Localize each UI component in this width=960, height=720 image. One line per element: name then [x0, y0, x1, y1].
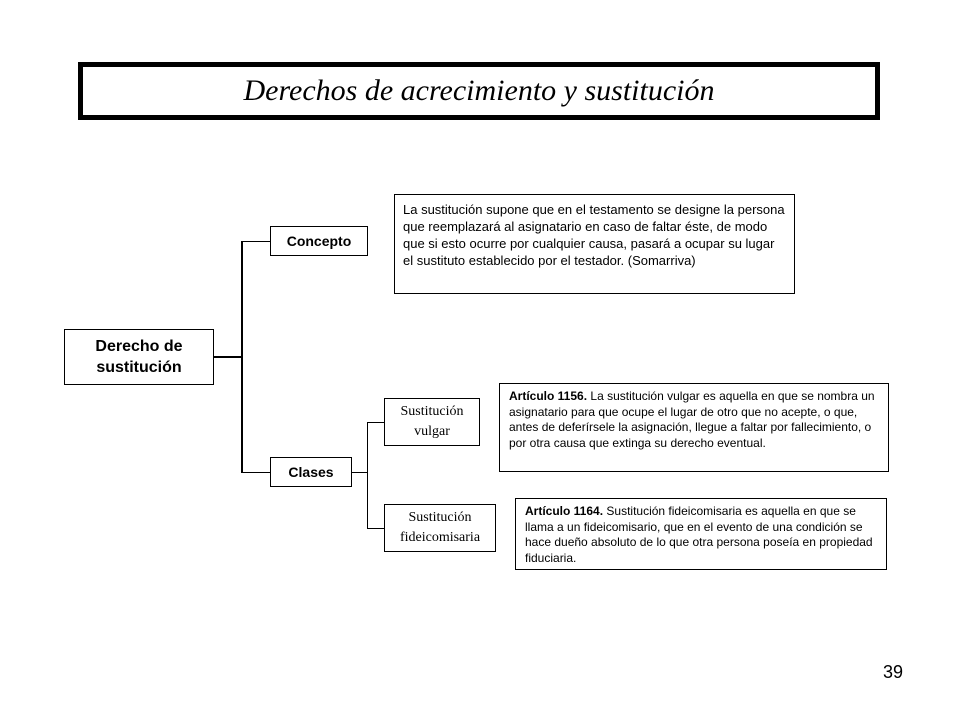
- vulgar-node: [384, 398, 480, 446]
- vulgar-article-label: Artículo 1156.: [509, 389, 588, 403]
- root-label: Derecho de sustitución: [95, 338, 183, 376]
- clases-vertical-line: [367, 422, 368, 529]
- root-node: [64, 329, 214, 385]
- fidei-article-box: [515, 498, 887, 570]
- vulgar-label: Sustitución vulgar: [400, 404, 464, 439]
- slide-title: Derechos de acrecimiento y sustitución: [243, 74, 715, 107]
- vulgar-article-box: [499, 383, 889, 472]
- concept-definition-box: [394, 194, 795, 294]
- vulgar-article-text: La sustitución vulgar es aquella en que se nombra un asignatario para que ocupe el lugar de otro que no acepte, o que, antes de deferírsele la asignación, llegue a faltar por fallecimiento, o por otra causa que extinga su derecho eventual.: [509, 389, 875, 450]
- concept-definition-text: La sustitución supone que en el testamento se designe la persona que reemplazará al asignatario en caso de faltar éste, de modo que si esto ocurre por cualquier causa, pasará a ocupar su lugar el sustituto establecido por el testador. (Somarriva): [403, 202, 785, 268]
- fidei-label: Sustitución fideicomisaria: [399, 510, 481, 545]
- title-box: [78, 62, 880, 120]
- page-number: 39: [882, 662, 903, 682]
- fidei-article-label: Artículo 1164.: [525, 504, 604, 518]
- vulgar-connector: [367, 422, 384, 423]
- fidei-article-text: Sustitución fideicomisaria es aquella en que se llama a un fideicomisario, que en el evento de una condición se hace dueño absoluto de lo que otra persona poseía en propiedad fiduciaria.: [525, 504, 873, 565]
- clases-branch-connector: [352, 472, 368, 473]
- concept-node: [270, 226, 368, 256]
- concept-connector: [241, 241, 270, 242]
- fidei-connector: [367, 528, 384, 529]
- clases-label: Clases: [288, 464, 334, 480]
- concept-label: Concepto: [286, 233, 352, 249]
- trunk-vertical-line: [241, 241, 243, 473]
- clases-node: [270, 457, 352, 487]
- root-connector: [214, 356, 242, 358]
- fidei-node: [384, 504, 496, 552]
- clases-connector: [241, 472, 270, 473]
